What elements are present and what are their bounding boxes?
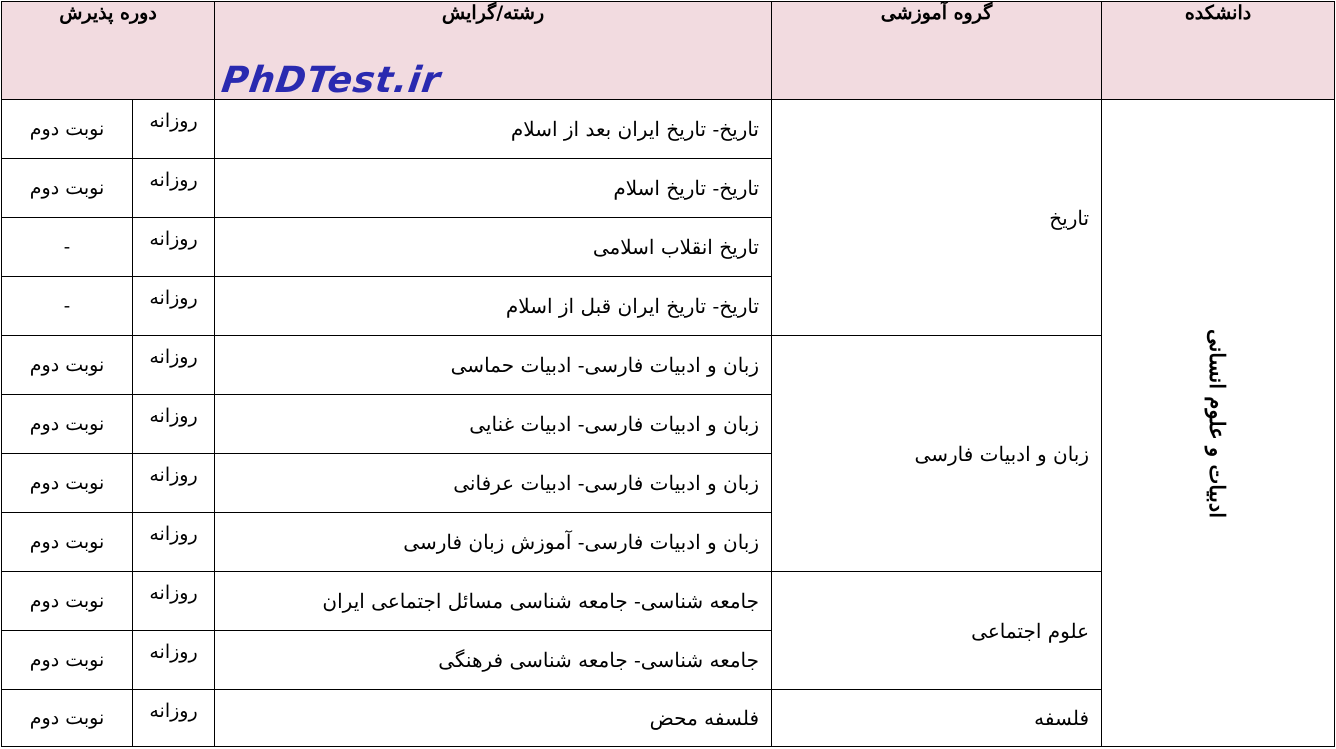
major-cell: تاریخ- تاریخ ایران قبل از اسلام [215,277,772,336]
second-shift-cell: نوبت دوم [2,690,133,747]
second-shift-cell: نوبت دوم [2,454,133,513]
study-type-cell: روزانه [133,336,215,395]
major-cell: تاریخ- تاریخ ایران بعد از اسلام [215,100,772,159]
study-type-cell: روزانه [133,159,215,218]
major-cell: زبان و ادبیات فارسی- آموزش زبان فارسی [215,513,772,572]
group-cell: فلسفه [772,690,1102,747]
study-type-cell: روزانه [133,100,215,159]
major-cell: جامعه شناسی- جامعه شناسی فرهنگی [215,631,772,690]
major-cell: تاریخ- تاریخ اسلام [215,159,772,218]
watermark-logo: PhDTest.ir [219,60,444,101]
second-shift-cell: نوبت دوم [2,159,133,218]
second-shift-cell: نوبت دوم [2,572,133,631]
second-shift-cell: - [2,218,133,277]
study-type-cell: روزانه [133,454,215,513]
header-faculty: دانشکده [1102,2,1335,100]
major-cell: تاریخ انقلاب اسلامی [215,218,772,277]
major-cell: جامعه شناسی- جامعه شناسی مسائل اجتماعی ایران [215,572,772,631]
study-type-cell: روزانه [133,513,215,572]
faculty-cell [1102,100,1335,747]
study-type-cell: روزانه [133,277,215,336]
second-shift-cell: نوبت دوم [2,336,133,395]
group-cell: زبان و ادبیات فارسی [772,336,1102,572]
study-type-cell: روزانه [133,631,215,690]
major-cell: زبان و ادبیات فارسی- ادبیات عرفانی [215,454,772,513]
header-row [2,2,1335,100]
second-shift-cell: نوبت دوم [2,513,133,572]
second-shift-cell: نوبت دوم [2,395,133,454]
group-cell: علوم اجتماعی [772,572,1102,690]
header-major: رشته/گرایش [215,2,772,100]
second-shift-cell: - [2,277,133,336]
study-type-cell: روزانه [133,218,215,277]
study-type-cell: روزانه [133,690,215,747]
major-cell: فلسفه محض [215,690,772,747]
second-shift-cell: نوبت دوم [2,100,133,159]
major-cell: زبان و ادبیات فارسی- ادبیات غنایی [215,395,772,454]
header-group: گروه آموزشی [772,2,1102,100]
faculty-name: ادبیات و علوم انسانی [1205,328,1231,518]
study-type-cell: روزانه [133,572,215,631]
major-cell: زبان و ادبیات فارسی- ادبیات حماسی [215,336,772,395]
study-type-cell: روزانه [133,395,215,454]
second-shift-cell: نوبت دوم [2,631,133,690]
programs-table [1,1,1335,747]
group-cell: تاریخ [772,100,1102,336]
table-row [2,100,1335,159]
header-admission: دوره پذیرش [2,2,215,100]
